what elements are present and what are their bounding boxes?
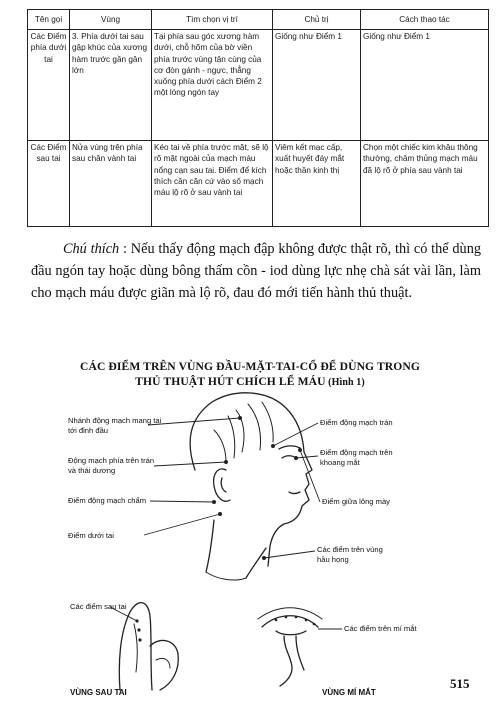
figure-title-line1: CÁC ĐIỂM TRÊN VÙNG ĐẦU-MẶT-TAI-CỔ ĐỂ DÙNG TRONG (80, 360, 420, 373)
figure-ref: (Hình 1) (325, 377, 365, 388)
brow-icon (279, 446, 300, 449)
cell-indication: Giống như Điểm 1 (273, 30, 361, 141)
note-text: : Nếu thấy động mạch đập không được thật rõ, thì có thể dùng đầu ngón tay hoặc dùng bông thấm cồn - iod dùng lực nhẹ chà sát vài lần, làm cho mạch máu được giãn mà lộ rõ, đau đó mới tiến hành thủ thuật. (31, 241, 481, 301)
header-technique: Cách thao tác (361, 10, 489, 30)
cell-name: Các Điểm phía dưới tai (28, 30, 70, 141)
figure-title-line2: THỦ THUẬT HÚT CHÍCH LỂ MÁU (135, 375, 326, 388)
cell-technique: Giống như Điểm 1 (361, 30, 489, 141)
cell-location: Kéo tai về phía trước mặt, sẽ lộ rõ mặt ngoài của mạch máu nổng cạn sau tai. Điểm để kích thích cần căn cứ vào số mạch máu lộ rõ ở sau vành tai (152, 141, 273, 227)
label-forehead-artery: Điểm động mạch trán (320, 418, 393, 427)
cell-region: 3. Phía dưới tai sau gập khúc của xương hàm trước gần gân lớn (70, 30, 152, 141)
eye-icon (282, 456, 296, 458)
header-location: Tìm chọn vị trí (152, 10, 273, 30)
header-region: Vùng (70, 10, 152, 30)
label-between-brows: Điểm giữa lông mày (322, 497, 390, 506)
header-name: Tên gọi (28, 10, 70, 30)
neck-back (206, 520, 214, 572)
cell-location: Tại phía sau góc xương hàm dưới, chỗ hõm của bờ viền phía trước vùng tận cùng của cơ đòn gánh - ngực, thẳng xuống phía dưới cách Điểm 2 một lóng ngón tay (152, 30, 273, 141)
label-throat: Các điểm trên vùng hầu họng (317, 545, 383, 564)
label-temporal-branch: Nhánh động mạch mang tai tới đỉnh đầu (68, 416, 162, 435)
note-lead: Chú thích (63, 241, 120, 257)
label-behind-ear: Các điểm sau tai (70, 602, 127, 611)
label-upper-forehead-artery: Động mạch phía trên trán và thái dương (68, 456, 155, 475)
cell-name: Các Điểm sau tai (28, 141, 70, 227)
label-below-ear: Điểm dưới tai (68, 531, 114, 540)
label-occipital-artery: Điểm động mạch chẩm (68, 496, 147, 505)
label-orbital-artery: Điểm động mạch trên khoang mắt (320, 448, 393, 467)
eyelid-drawing (258, 608, 322, 686)
behind-ear-drawing (119, 603, 178, 690)
cell-indication: Viêm kết mạc cấp, xuất huyết đáy mắt hoặc thần kinh thị (273, 141, 361, 227)
neck-front (246, 548, 266, 578)
header-indication: Chủ trị (273, 10, 361, 30)
cell-technique: Chọn một chiếc kim khâu thông thường, châm thủng mạch máu đã lộ rõ ở phía sau vành tai (361, 141, 489, 227)
caption-eyelid: VÙNG MÍ MẮT (322, 688, 376, 697)
head-outline (190, 393, 312, 566)
label-eyelid: Các điểm trên mí mắt (344, 624, 417, 633)
page-number: 515 (450, 676, 470, 691)
caption-behind-ear: VÙNG SAU TAI (70, 688, 127, 697)
cell-region: Nửa vùng trên phía sau chân vành tai (70, 141, 152, 227)
